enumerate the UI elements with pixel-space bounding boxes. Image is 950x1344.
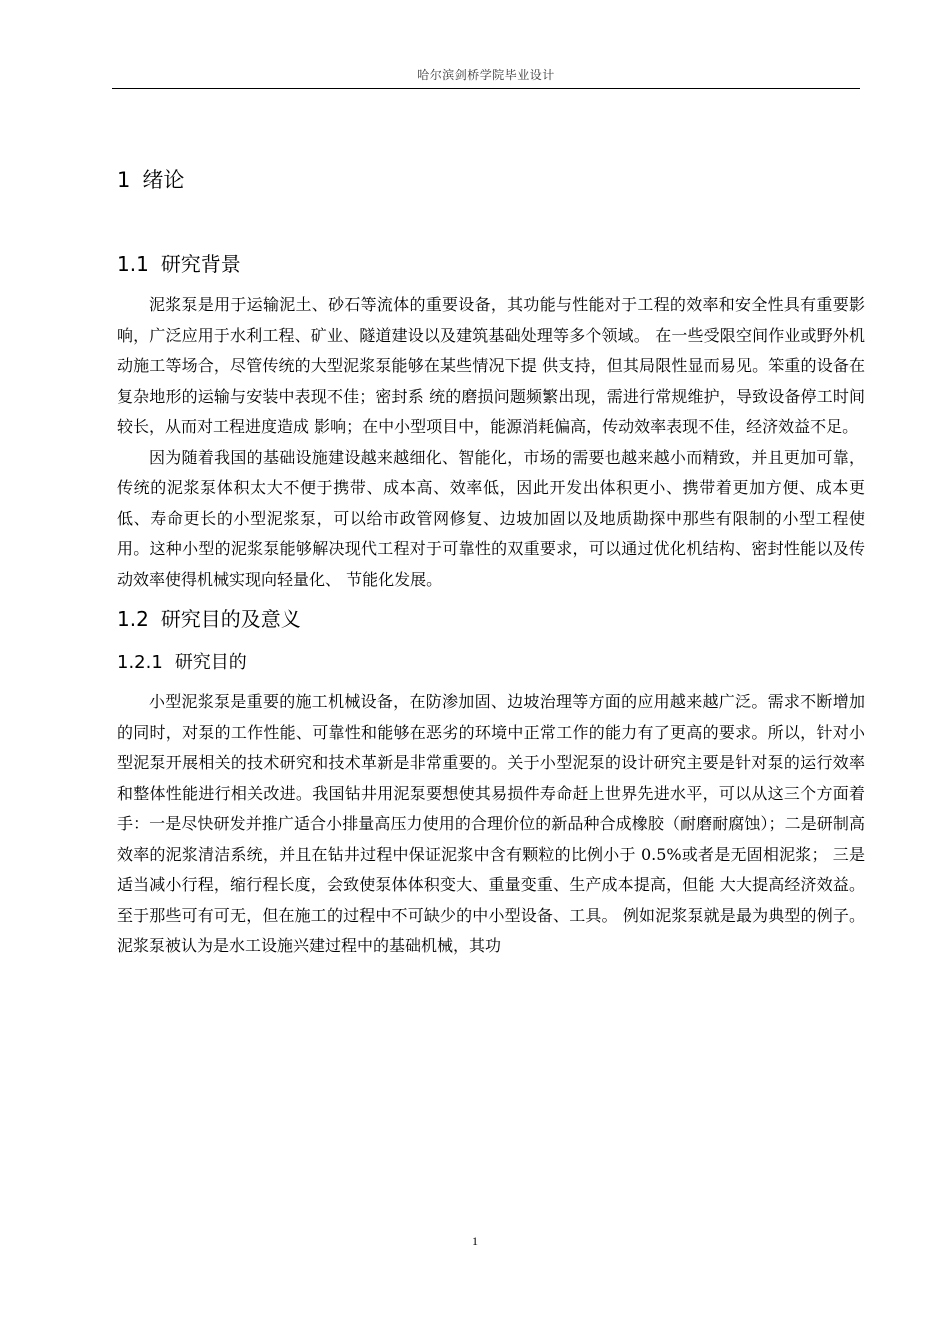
section-heading-1-2	[117, 599, 865, 639]
paragraph-purpose-1: 小型泥浆泵是重要的施工机械设备，在防渗加固、边坡治理等方面的应用越来越广泛。需求不断增加的同时，对泵的工作性能、可靠性和能够在恶劣的环境中正常工作的能力有了更高的要求。所以，针对小型泥泵开展相关的技术研究和技术革新是非常重要的。关于小型泥泵的设计研究主要是针对泵的运行效率和整体性能进行相关改进。我国钻井用泥泵要想使其易损件寿命赶上世界先进水平，可以从这三个方面着手：一是尽快研发并推广适合小排量高压力使用的合理价位的新品种合成橡胶（耐磨耐腐蚀）；二是研制高效率的泥浆清洁系统，并且在钻井过程中保证泥浆中含有颗粒的比例小于 0.5%或者是无固相泥浆； 三是适当减小行程，缩行程长度，会致使泵体体积变大、重量变重、生产成本提高，但能 大大提高经济效益。至于那些可有可无，但在施工的过程中不可缺少的中小型设备、工具。 例如泥浆泵就是最为典型的例子。泥浆泵被认为是水工设施兴建过程中的基础机械，其功	[117, 692, 865, 955]
section-heading-1-1	[117, 244, 865, 284]
subsection-number: 1.2.1	[117, 652, 163, 673]
chapter-title: 绪论	[142, 168, 185, 192]
document-body	[117, 150, 865, 962]
section-number: 1.2	[117, 607, 149, 631]
paragraph-background-2: 因为随着我国的基础设施建设越来越细化、智能化，市场的需要也越来越小而精致，并且更加可靠，传统的泥浆泵体积太大不便于携带、成本高、效率低，因此开发出体积更小、携带着更加方便、成本更低、寿命更长的小型泥浆泵，可以给市政管网修复、边坡加固以及地质勘探中那些有限制的小型工程使用。这种小型的泥浆泵能够解决现代工程对于可靠性的双重要求，可以通过优化机结构、密封性能以及传动效率使得机械实现向轻量化、 节能化发展。	[117, 447, 865, 589]
header-divider	[112, 88, 860, 89]
chapter-number: 1	[117, 168, 131, 192]
section-title: 研究目的及意义	[160, 607, 301, 631]
subsection-heading-1-2-1	[117, 645, 865, 681]
page-header: 哈尔滨剑桥学院毕业设计	[417, 68, 555, 82]
section-number: 1.1	[117, 252, 149, 276]
page-number: 1	[472, 1234, 478, 1248]
chapter-heading	[117, 160, 865, 200]
section-title: 研究背景	[160, 252, 241, 276]
subsection-title: 研究目的	[174, 652, 247, 673]
paragraph-background-1: 泥浆泵是用于运输泥土、砂石等流体的重要设备，其功能与性能对于工程的效率和安全性具有重要影响，广泛应用于水利工程、矿业、隧道建设以及建筑基础处理等多个领域。 在一些受限空间作业或野外机动施工等场合，尽管传统的大型泥浆泵能够在某些情况下提 供支持，但其局限性显而易见。笨重的设备在复杂地形的运输与安装中表现不佳；密封系 统的磨损问题频繁出现，需进行常规维护，导致设备停工时间较长，从而对工程进度造成 影响；在中小型项目中，能源消耗偏高，传动效率表现不佳，经济效益不足。	[117, 295, 865, 436]
